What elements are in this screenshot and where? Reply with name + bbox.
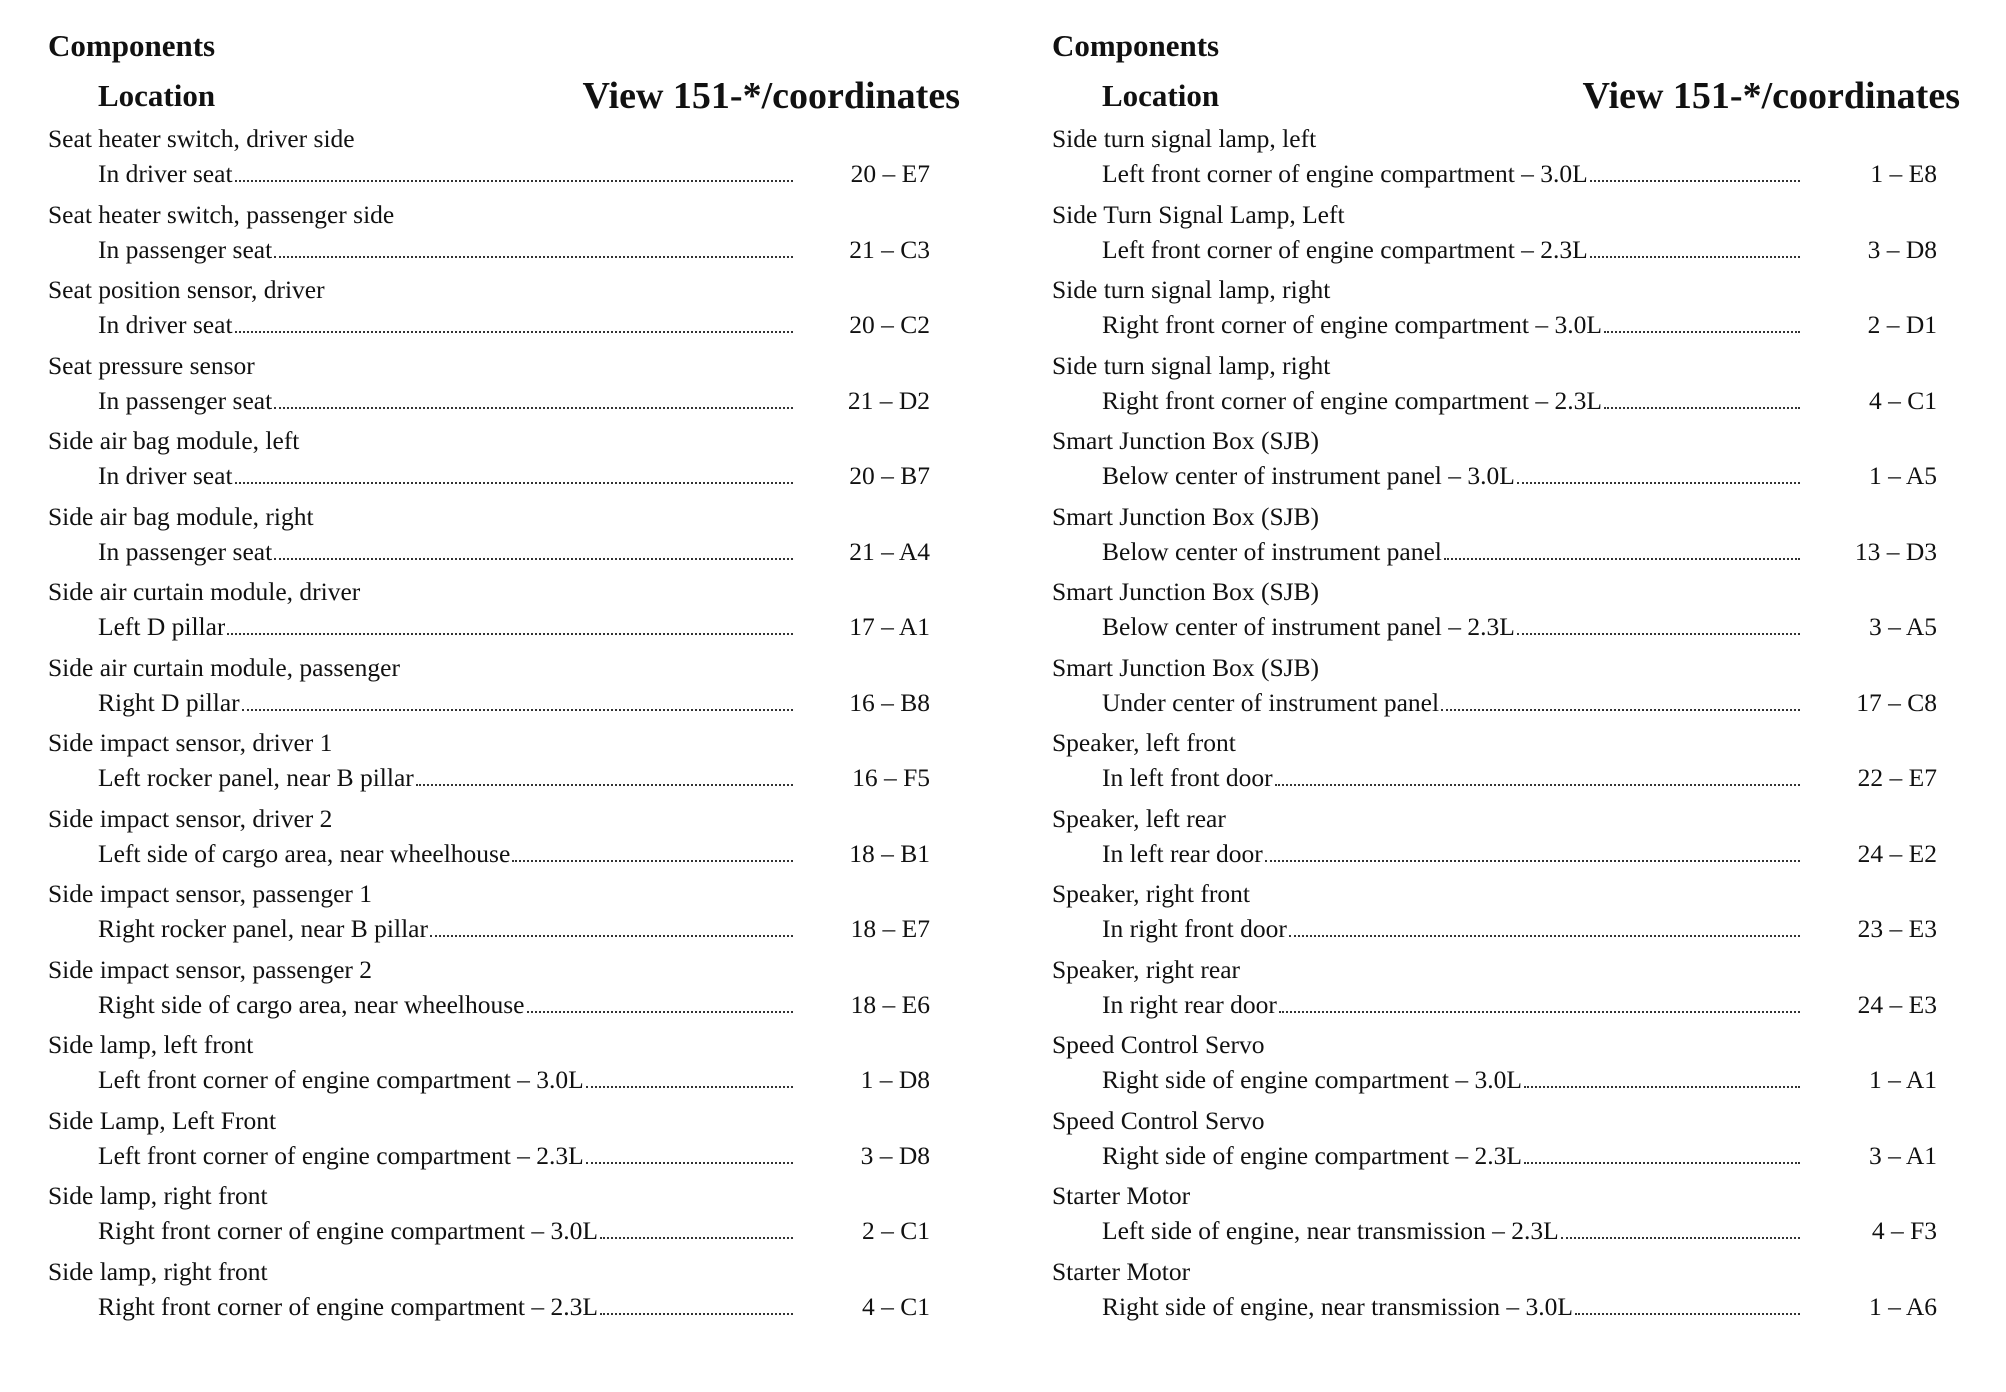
location-row — [1052, 307, 1958, 341]
component-name: Side impact sensor, passenger 1 — [48, 879, 373, 908]
location-area — [1052, 987, 1802, 1022]
location-area — [1052, 232, 1802, 267]
component-location: Left front corner of engine compartment – 3.0L — [98, 1065, 584, 1094]
view-coordinate: 17 – C8 — [1856, 687, 1937, 717]
list-item — [48, 349, 958, 425]
component-location: In driver seat — [98, 461, 233, 490]
column-header — [48, 70, 958, 122]
dot-leader — [274, 383, 793, 409]
component-name: Side air curtain module, passenger — [48, 652, 400, 682]
location-row — [1052, 156, 1958, 190]
view-coordinate: 3 – A5 — [1868, 612, 1937, 641]
dot-leader — [1575, 1289, 1800, 1315]
component-location: Right rocker panel, near B pillar — [98, 914, 428, 943]
location-row — [1052, 534, 1958, 568]
header-location: Location — [98, 78, 216, 113]
component-name: Starter Motor — [1052, 1181, 1191, 1210]
list-item — [48, 500, 958, 576]
location-area — [48, 534, 795, 569]
location-area — [1052, 383, 1802, 418]
dot-leader — [600, 1213, 793, 1239]
component-location: Below center of instrument panel — [1102, 536, 1442, 566]
list-item — [48, 424, 958, 500]
list-item — [1052, 424, 1958, 500]
location-row — [1052, 760, 1958, 794]
component-location: Left D pillar — [98, 612, 226, 641]
list-item — [1052, 953, 1958, 1029]
list-item — [1052, 500, 1958, 576]
view-coordinate: 1 – A1 — [1868, 1065, 1937, 1094]
component-location: In right rear door — [1102, 989, 1277, 1019]
header-view-coordinates: View 151-*/coordinates — [582, 75, 960, 117]
dot-leader — [1561, 1213, 1800, 1239]
location-row — [48, 685, 950, 719]
component-name: Smart Junction Box (SJB) — [1052, 426, 1320, 455]
view-coordinate: 23 – E3 — [1857, 914, 1937, 943]
location-area — [48, 987, 795, 1022]
location-area — [48, 1289, 795, 1324]
location-row — [1052, 1289, 1958, 1323]
list-item — [48, 198, 958, 274]
location-row — [1052, 987, 1958, 1021]
component-name: Speed Control Servo — [1052, 1105, 1265, 1135]
location-area — [1052, 1289, 1802, 1324]
component-location: Left rocker panel, near B pillar — [98, 763, 414, 792]
location-area — [48, 836, 795, 871]
location-area — [1052, 609, 1802, 644]
component-name: Side impact sensor, driver 2 — [48, 803, 333, 833]
location-row — [48, 836, 950, 870]
dot-leader — [274, 534, 793, 560]
dot-leader — [1279, 987, 1800, 1013]
component-location: Right side of engine, near transmission – 3.0L — [1102, 1291, 1573, 1321]
location-area — [48, 307, 795, 342]
dot-leader — [1517, 458, 1800, 484]
component-location: Left front corner of engine compartment – 3.0L — [1102, 159, 1588, 188]
component-location: Right side of engine compartment – 2.3L — [1102, 1140, 1522, 1170]
component-name: Seat pressure sensor — [48, 350, 255, 380]
location-area — [1052, 156, 1802, 191]
component-location: Right front corner of engine compartment – 2.3L — [1102, 385, 1602, 415]
entry-list — [1052, 122, 1958, 1330]
dot-leader — [416, 760, 793, 786]
list-item — [48, 877, 958, 953]
dot-leader — [235, 458, 793, 484]
section-title: Components — [48, 28, 216, 63]
component-location: Left front corner of engine compartment – 2.3L — [98, 1140, 584, 1170]
header-location: Location — [1102, 78, 1220, 113]
list-item — [1052, 1255, 1958, 1331]
component-location: Right side of cargo area, near wheelhouse — [98, 989, 525, 1019]
location-area — [48, 1062, 795, 1097]
dot-leader — [527, 987, 794, 1013]
dot-leader — [1275, 760, 1800, 786]
component-name: Side lamp, left front — [48, 1030, 254, 1059]
view-coordinate: 13 – D3 — [1854, 536, 1937, 566]
component-name: Speaker, left front — [1052, 728, 1236, 757]
component-location: Under center of instrument panel — [1102, 687, 1440, 717]
component-location: Right D pillar — [98, 687, 240, 717]
component-location: Left front corner of engine compartment – 2.3L — [1102, 234, 1588, 264]
location-row — [1052, 1062, 1958, 1096]
list-item — [48, 1179, 958, 1255]
component-name: Speed Control Servo — [1052, 1030, 1265, 1059]
component-name: Side air bag module, right — [48, 501, 314, 531]
view-coordinate: 4 – F3 — [1871, 1216, 1937, 1245]
location-row — [1052, 609, 1958, 643]
view-coordinate: 4 – C1 — [861, 1291, 930, 1321]
component-name: Side Turn Signal Lamp, Left — [1052, 199, 1345, 229]
location-area — [1052, 760, 1802, 795]
location-area — [48, 383, 795, 418]
list-item — [48, 122, 958, 198]
right-column — [1052, 26, 1958, 1330]
view-coordinate: 20 – B7 — [849, 461, 930, 490]
dot-leader — [1604, 307, 1800, 333]
view-coordinate: 1 – A6 — [1868, 1291, 1937, 1321]
dot-leader — [1517, 609, 1800, 635]
component-location: In passenger seat — [98, 536, 273, 566]
view-coordinate: 18 – B1 — [849, 838, 930, 868]
dot-leader — [1441, 685, 1800, 711]
component-name: Smart Junction Box (SJB) — [1052, 652, 1320, 682]
view-coordinate: 20 – C2 — [849, 310, 930, 339]
component-location: In right front door — [1102, 914, 1287, 943]
component-location: In left front door — [1102, 763, 1273, 792]
dot-leader — [1590, 156, 1800, 182]
list-item — [1052, 575, 1958, 651]
component-location: In left rear door — [1102, 838, 1263, 868]
location-area — [1052, 911, 1802, 946]
location-row — [1052, 911, 1958, 945]
location-row — [1052, 383, 1958, 417]
location-row — [48, 534, 950, 568]
dot-leader — [512, 836, 793, 862]
list-item — [48, 1104, 958, 1180]
component-name: Seat heater switch, passenger side — [48, 199, 395, 229]
location-row — [48, 458, 950, 492]
location-row — [48, 1213, 950, 1247]
header-view-coordinates: View 151-*/coordinates — [1582, 75, 1960, 117]
list-item — [1052, 122, 1958, 198]
view-coordinate: 1 – E8 — [1870, 159, 1937, 188]
view-coordinate: 20 – E7 — [850, 159, 930, 188]
view-coordinate: 16 – B8 — [849, 687, 930, 717]
location-area — [1052, 458, 1802, 493]
dot-leader — [1590, 232, 1800, 258]
left-column — [48, 26, 958, 1330]
component-name: Side turn signal lamp, right — [1052, 350, 1331, 380]
location-area — [1052, 534, 1802, 569]
location-area — [48, 609, 795, 644]
view-coordinate: 16 – F5 — [852, 763, 930, 792]
list-item — [1052, 273, 1958, 349]
component-name: Speaker, right front — [1052, 879, 1250, 908]
list-item — [48, 1255, 958, 1331]
component-name: Side air curtain module, driver — [48, 577, 361, 606]
location-area — [48, 1138, 795, 1173]
dot-leader — [1604, 383, 1800, 409]
component-location: Right front corner of engine compartment – 3.0L — [1102, 310, 1602, 339]
view-coordinate: 3 – A1 — [1868, 1140, 1937, 1170]
location-area — [48, 1213, 795, 1248]
component-name: Side turn signal lamp, left — [1052, 124, 1317, 153]
location-area — [1052, 1213, 1802, 1248]
dot-leader — [242, 685, 793, 711]
list-item — [48, 1028, 958, 1104]
component-name: Smart Junction Box (SJB) — [1052, 501, 1320, 531]
location-area — [48, 458, 795, 493]
location-row — [1052, 232, 1958, 266]
component-name: Side turn signal lamp, right — [1052, 275, 1331, 304]
component-location: Below center of instrument panel – 2.3L — [1102, 612, 1515, 641]
list-item — [1052, 1028, 1958, 1104]
component-name: Speaker, right rear — [1052, 954, 1241, 984]
list-item — [48, 726, 958, 802]
component-name: Side air bag module, left — [48, 426, 300, 455]
location-row — [48, 760, 950, 794]
list-item — [1052, 877, 1958, 953]
component-name: Side Lamp, Left Front — [48, 1105, 277, 1135]
list-item — [1052, 349, 1958, 425]
dot-leader — [430, 911, 793, 937]
section-title: Components — [1052, 28, 1220, 63]
list-item — [48, 953, 958, 1029]
view-coordinate: 18 – E7 — [850, 914, 930, 943]
component-name: Seat heater switch, driver side — [48, 124, 355, 153]
location-row — [48, 609, 950, 643]
list-item — [48, 802, 958, 878]
dot-leader — [235, 156, 793, 182]
location-area — [48, 685, 795, 720]
location-row — [1052, 836, 1958, 870]
component-location: Left side of cargo area, near wheelhouse — [98, 838, 511, 868]
view-coordinate: 4 – C1 — [1868, 385, 1937, 415]
view-coordinate: 21 – C3 — [849, 234, 930, 264]
component-location: Left side of engine, near transmission – 2.3L — [1102, 1216, 1559, 1245]
component-location: In passenger seat — [98, 385, 273, 415]
component-name: Seat position sensor, driver — [48, 275, 325, 304]
component-name: Smart Junction Box (SJB) — [1052, 577, 1320, 606]
location-area — [1052, 307, 1802, 342]
view-coordinate: 18 – E6 — [850, 989, 930, 1019]
location-row — [1052, 1138, 1958, 1172]
location-area — [48, 911, 795, 946]
location-area — [1052, 1138, 1802, 1173]
view-coordinate: 24 – E3 — [1857, 989, 1937, 1019]
view-coordinate: 2 – C1 — [861, 1216, 930, 1245]
location-row — [48, 911, 950, 945]
view-coordinate: 21 – D2 — [847, 385, 930, 415]
view-coordinate: 1 – D8 — [860, 1065, 930, 1094]
list-item — [1052, 1179, 1958, 1255]
component-name: Side impact sensor, driver 1 — [48, 728, 333, 757]
view-coordinate: 21 – A4 — [849, 536, 930, 566]
component-location: In passenger seat — [98, 234, 273, 264]
location-row — [1052, 685, 1958, 719]
component-location: Right front corner of engine compartment – 3.0L — [98, 1216, 598, 1245]
component-name: Side lamp, right front — [48, 1181, 268, 1210]
location-area — [1052, 685, 1802, 720]
dot-leader — [586, 1062, 793, 1088]
location-row — [48, 1062, 950, 1096]
column-header — [1052, 70, 1958, 122]
list-item — [48, 575, 958, 651]
location-row — [48, 987, 950, 1021]
list-item — [1052, 802, 1958, 878]
view-coordinate: 24 – E2 — [1857, 838, 1937, 868]
dot-leader — [1524, 1062, 1800, 1088]
view-coordinate: 1 – A5 — [1868, 461, 1937, 490]
location-area — [48, 760, 795, 795]
location-row — [1052, 1213, 1958, 1247]
component-name: Starter Motor — [1052, 1256, 1191, 1286]
dot-leader — [1289, 911, 1800, 937]
location-area — [1052, 836, 1802, 871]
component-location: In driver seat — [98, 310, 233, 339]
location-row — [48, 1289, 950, 1323]
view-coordinate: 2 – D1 — [1867, 310, 1937, 339]
component-location: Right side of engine compartment – 3.0L — [1102, 1065, 1522, 1094]
location-row — [1052, 458, 1958, 492]
list-item — [1052, 651, 1958, 727]
view-coordinate: 22 – E7 — [1857, 763, 1937, 792]
component-location: Below center of instrument panel – 3.0L — [1102, 461, 1515, 490]
location-row — [48, 232, 950, 266]
list-item — [1052, 198, 1958, 274]
component-name: Side impact sensor, passenger 2 — [48, 954, 373, 984]
location-row — [48, 307, 950, 341]
location-area — [1052, 1062, 1802, 1097]
list-item — [48, 273, 958, 349]
dot-leader — [1265, 836, 1800, 862]
view-coordinate: 17 – A1 — [849, 612, 930, 641]
dot-leader — [600, 1289, 793, 1315]
dot-leader — [1444, 534, 1800, 560]
location-area — [48, 156, 795, 191]
dot-leader — [274, 232, 793, 258]
location-row — [48, 383, 950, 417]
dot-leader — [227, 609, 793, 635]
location-row — [48, 156, 950, 190]
dot-leader — [586, 1138, 793, 1164]
list-item — [48, 651, 958, 727]
view-coordinate: 3 – D8 — [1867, 234, 1937, 264]
component-location: Right front corner of engine compartment – 2.3L — [98, 1291, 598, 1321]
location-row — [48, 1138, 950, 1172]
entry-list — [48, 122, 958, 1330]
list-item — [1052, 1104, 1958, 1180]
component-name: Side lamp, right front — [48, 1256, 268, 1286]
component-location: In driver seat — [98, 159, 233, 188]
dot-leader — [235, 307, 793, 333]
list-item — [1052, 726, 1958, 802]
dot-leader — [1524, 1138, 1800, 1164]
location-area — [48, 232, 795, 267]
component-name: Speaker, left rear — [1052, 803, 1226, 833]
view-coordinate: 3 – D8 — [860, 1140, 930, 1170]
